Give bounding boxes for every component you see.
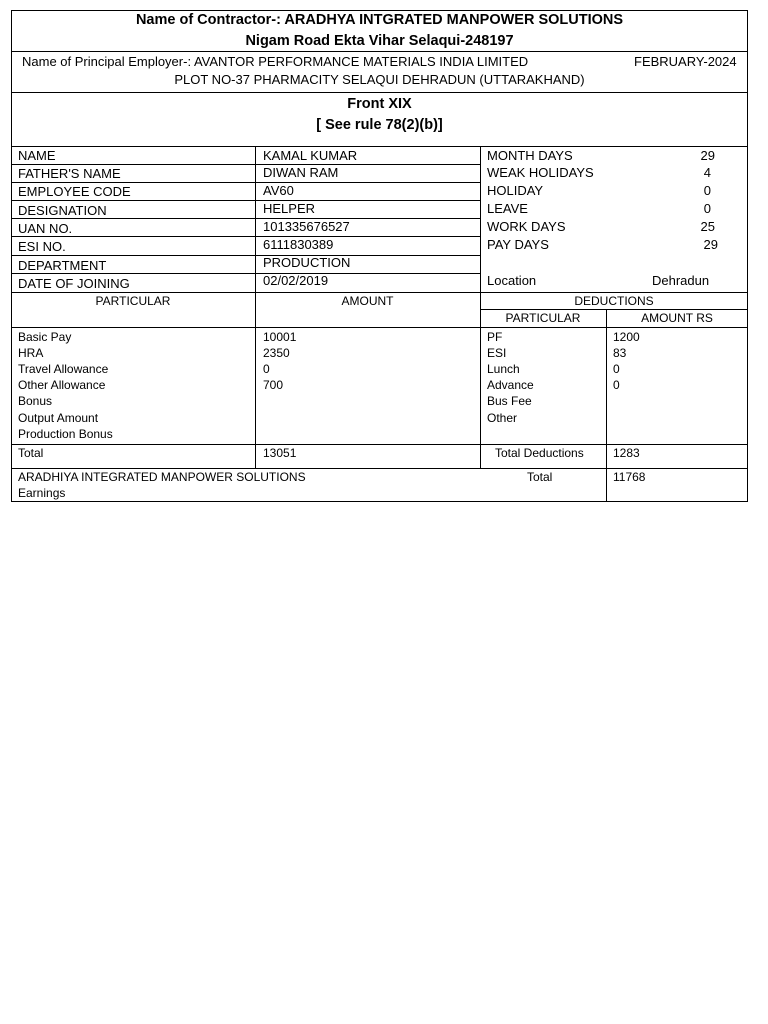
deduction-label: Bus Fee [487, 394, 532, 408]
earning-value: 700 [263, 378, 284, 392]
location-label: Location [487, 273, 537, 288]
divider [11, 164, 480, 165]
location-value: Dehradun [652, 273, 710, 288]
divider [606, 309, 607, 502]
attendance-label: HOLIDAY [487, 183, 544, 198]
divider [11, 146, 748, 147]
divider [11, 200, 480, 201]
earning-label: Production Bonus [18, 427, 113, 441]
earning-label: Basic Pay [18, 330, 72, 344]
deduction-value: 0 [613, 378, 620, 392]
form-title: Front XIX [347, 96, 412, 112]
divider [11, 292, 748, 293]
earning-value: 2350 [263, 346, 290, 360]
employee-value: PRODUCTION [263, 255, 351, 270]
earning-label: Other Allowance [18, 378, 106, 392]
divider [11, 327, 748, 328]
divider [11, 92, 748, 93]
earning-label: Output Amount [18, 411, 99, 425]
pay-month: FEBRUARY-2024 [634, 54, 737, 69]
attendance-label: WEAK HOLIDAYS [487, 165, 594, 180]
attendance-label: WORK DAYS [487, 219, 566, 234]
employee-label: UAN NO. [18, 221, 73, 236]
divider [11, 444, 748, 445]
total-earnings: 13051 [263, 446, 297, 460]
salary-slip [11, 10, 748, 502]
earning-value: 10001 [263, 330, 297, 344]
employee-label: NAME [18, 148, 56, 163]
attendance-value: 25 [700, 219, 715, 234]
divider [11, 51, 748, 52]
deduction-value: 0 [613, 362, 620, 376]
attendance-label: PAY DAYS [487, 237, 549, 252]
deduction-label: Advance [487, 378, 534, 392]
divider [11, 468, 748, 469]
employee-value: DIWAN RAM [263, 165, 339, 180]
plot-address: PLOT NO-37 PHARMACITY SELAQUI DEHRADUN (UTTARAKHAND) [174, 72, 585, 87]
contractor-address: Nigam Road Ekta Vihar Selaqui-248197 [245, 33, 514, 49]
employee-label: DESIGNATION [18, 203, 107, 218]
divider [11, 255, 480, 256]
total-deductions: 1283 [613, 446, 640, 460]
employee-value: 6111830389 [263, 237, 334, 252]
deduction-label: Other [487, 411, 518, 425]
employee-value: HELPER [263, 201, 316, 216]
deductions-header: DEDUCTIONS [574, 294, 654, 308]
attendance-value: 0 [703, 201, 711, 216]
employee-label: FATHER'S NAME [18, 166, 121, 181]
contractor-name: Name of Contractor-: ARADHYA INTGRATED MANPOWER SOLUTIONS [135, 12, 624, 28]
deduction-label: ESI [487, 346, 507, 360]
deduction-value: 83 [613, 346, 627, 360]
deduction-particular-header: PARTICULAR [505, 311, 581, 325]
attendance-label: MONTH DAYS [487, 148, 573, 163]
earnings-label: Earnings [18, 486, 66, 500]
rule-reference: [ See rule 78(2)(b)] [316, 117, 443, 133]
net-total-value: 11768 [613, 470, 646, 484]
deduction-label: Lunch [487, 362, 520, 376]
divider [480, 309, 748, 310]
deduction-value: 1200 [613, 330, 640, 344]
earning-label: Travel Allowance [18, 362, 109, 376]
divider [480, 146, 481, 468]
total-deductions-label: Total Deductions [495, 446, 584, 460]
employee-value: 101335676527 [263, 219, 350, 234]
company-name: ARADHIYA INTEGRATED MANPOWER SOLUTIONS [18, 470, 306, 484]
total-label: Total [18, 446, 44, 460]
employee-value: AV60 [263, 183, 294, 198]
attendance-value: 29 [700, 148, 715, 163]
principal-employer: Name of Principal Employer-: AVANTOR PERFORMANCE MATERIALS INDIA LIMITED [22, 54, 529, 69]
divider [255, 146, 256, 468]
employee-value: 02/02/2019 [263, 273, 329, 288]
divider [11, 273, 480, 274]
deduction-label: PF [487, 330, 503, 344]
divider [11, 182, 480, 183]
attendance-label: LEAVE [487, 201, 528, 216]
divider [11, 236, 480, 237]
employee-label: DATE OF JOINING [18, 276, 130, 291]
employee-label: ESI NO. [18, 239, 66, 254]
attendance-value: 29 [703, 237, 718, 252]
earning-label: HRA [18, 346, 44, 360]
amount-header: AMOUNT [341, 294, 394, 308]
employee-label: EMPLOYEE CODE [18, 184, 131, 199]
employee-value: KAMAL KUMAR [263, 148, 358, 163]
employee-label: DEPARTMENT [18, 258, 107, 273]
earning-value: 0 [263, 362, 270, 376]
divider [11, 218, 480, 219]
net-total-label: Total [527, 470, 553, 484]
particular-header: PARTICULAR [95, 294, 171, 308]
earning-label: Bonus [18, 394, 53, 408]
deduction-amount-header: AMOUNT RS [641, 311, 713, 325]
attendance-value: 0 [703, 183, 711, 198]
attendance-value: 4 [703, 165, 711, 180]
